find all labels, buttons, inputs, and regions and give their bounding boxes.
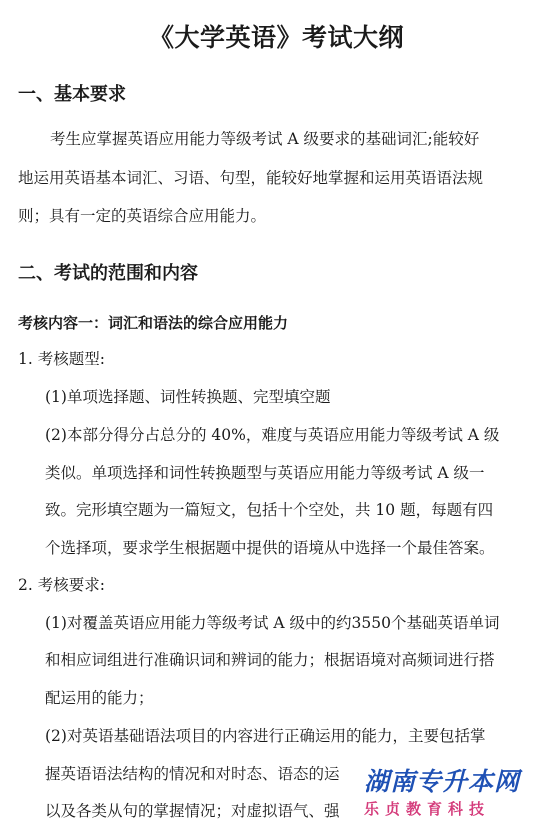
item-label: 1. 考核题型: <box>18 350 105 368</box>
item-line: 个选择项，要求学生根据题中提供的语境从中选择一个最佳答案。 <box>45 539 495 557</box>
section-heading-scope: 二、考试的范围和内容 <box>18 263 198 284</box>
paragraph-line: 考生应掌握英语应用能力等级考试 A 级要求的基础词汇;能较好 <box>50 130 480 148</box>
item-line: (2)对英语基础语法项目的内容进行正确运用的能力，主要包括掌 <box>45 727 486 745</box>
item-line: 握英语语法结构的情况和对时态、语态的运 <box>45 765 340 783</box>
watermark-company-name: 乐贞教育科技 <box>364 800 491 818</box>
watermark <box>360 762 553 823</box>
watermark-site-name: 湖南专升本网 <box>364 767 521 796</box>
subsection-heading: 考核内容一：词汇和语法的综合应用能力 <box>18 314 289 332</box>
item-line: (2)本部分得分占总分的 40%，难度与英语应用能力等级考试 A 级 <box>45 426 500 444</box>
item-line: (1)对覆盖英语应用能力等级考试 A 级中的约3550个基础英语单词 <box>45 614 500 632</box>
item-line: (1)单项选择题、词性转换题、完型填空题 <box>45 388 331 406</box>
item-line: 和相应词组进行准确识词和辨词的能力；根据语境对高频词进行搭 <box>45 651 495 669</box>
document-title: 《大学英语》考试大纲 <box>148 23 404 52</box>
item-line: 以及各类从句的掌握情况；对虚拟语气、强 <box>45 802 340 820</box>
section-heading-basic-requirements: 一、基本要求 <box>18 84 126 105</box>
item-line: 配运用的能力； <box>45 689 154 707</box>
item-label: 2. 考核要求: <box>18 576 105 594</box>
paragraph-line: 则；具有一定的英语综合应用能力。 <box>18 207 267 225</box>
item-line: 致。完形填空题为一篇短文，包括十个空处，共 10 题，每题有四 <box>45 501 494 519</box>
item-line: 类似。单项选择和词性转换题型与英语应用能力等级考试 A 级一 <box>45 464 485 482</box>
paragraph-line: 地运用英语基本词汇、习语、句型，能较好地掌握和运用英语语法规 <box>18 169 484 187</box>
